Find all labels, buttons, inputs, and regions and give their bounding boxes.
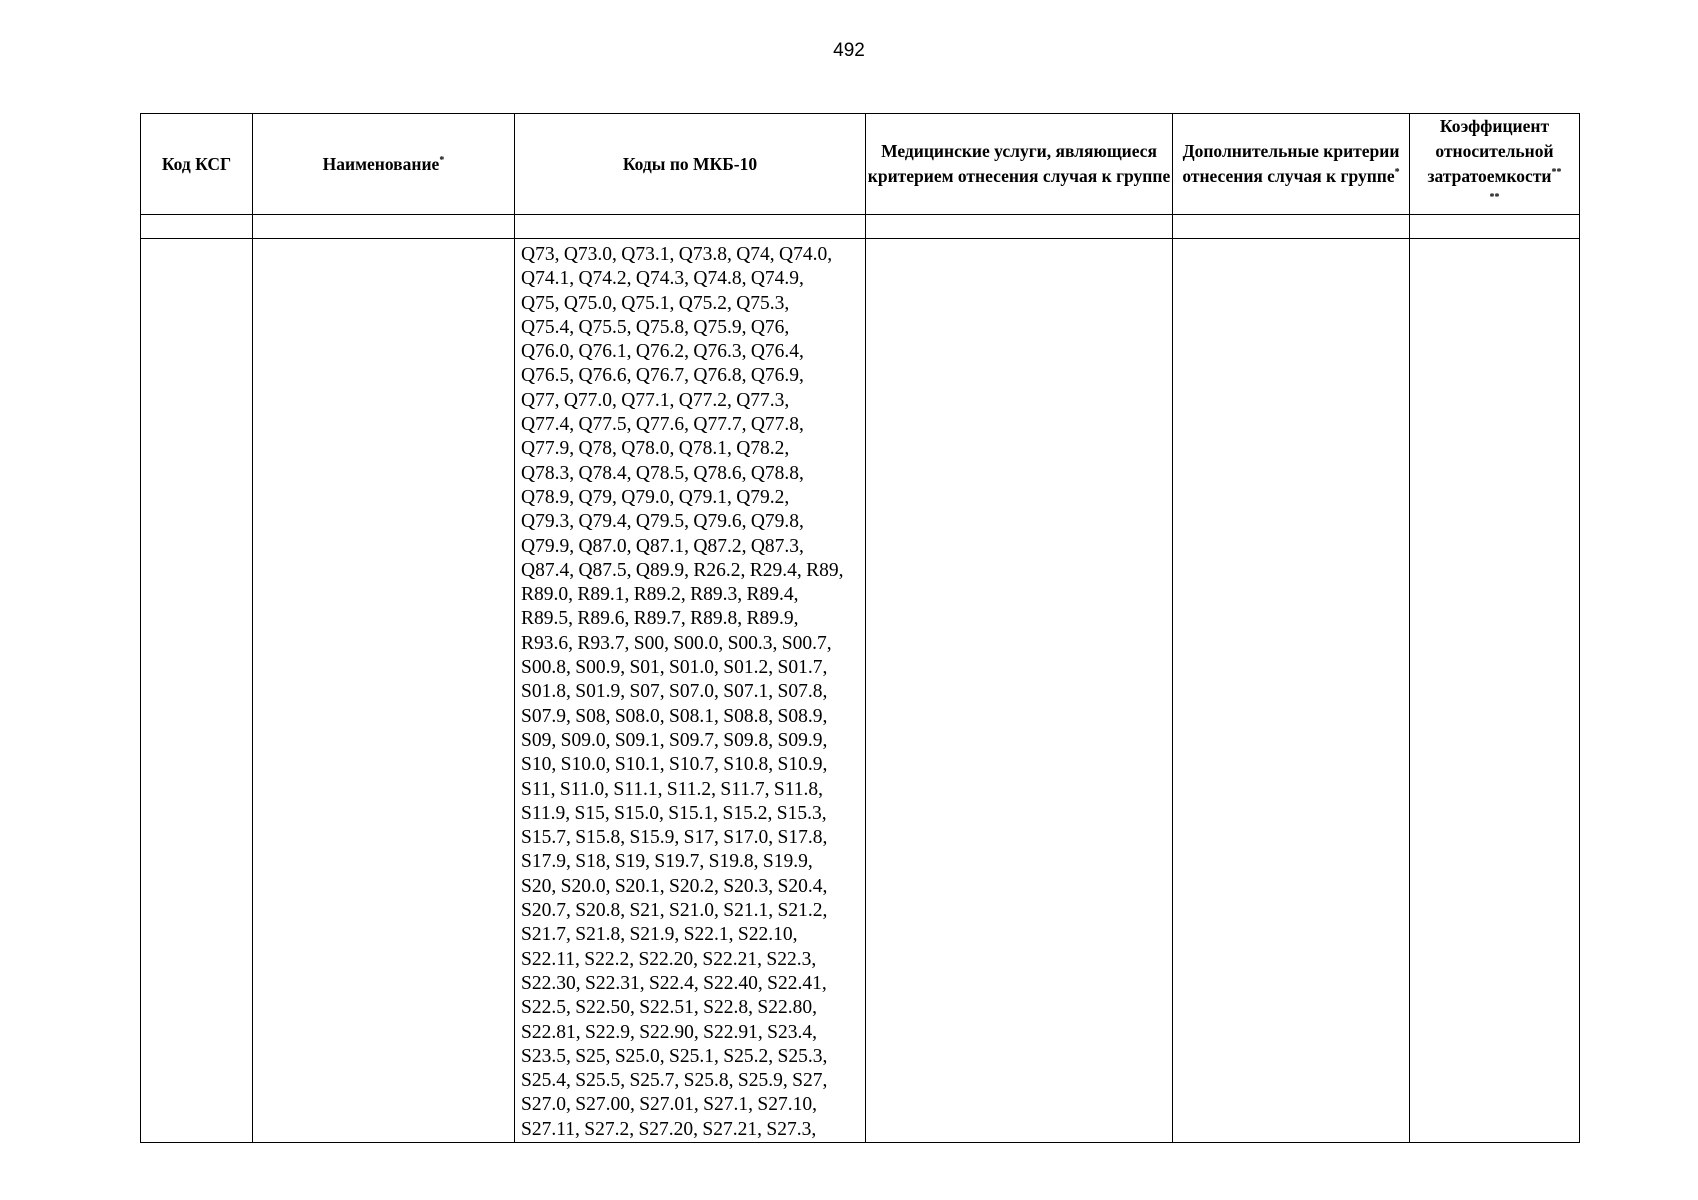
footnote-mark: *	[1394, 167, 1400, 179]
icd-code-line: Q78.3, Q78.4, Q78.5, Q78.6, Q78.8,	[521, 462, 804, 484]
header-ksg-code: Код КСГ	[141, 114, 253, 215]
icd-code-line: S20.7, S20.8, S21, S21.0, S21.1, S21.2,	[521, 900, 828, 922]
icd-code-line: Q77.4, Q77.5, Q77.6, Q77.7, Q77.8,	[521, 414, 804, 436]
icd-code-line: S27.0, S27.00, S27.01, S27.1, S27.10,	[521, 1094, 817, 1116]
table-cell	[1173, 215, 1410, 239]
icd-code-line: S25.4, S25.5, S25.7, S25.8, S25.9, S27,	[521, 1070, 828, 1092]
table-cell	[866, 215, 1173, 239]
header-medical-services: Медицинские услуги, являющиеся критерием отнесения случая к группе	[866, 114, 1173, 215]
icd-code-line: Q79.3, Q79.4, Q79.5, Q79.6, Q79.8,	[521, 511, 804, 533]
table-cell	[515, 215, 866, 239]
ksg-table	[140, 113, 1580, 1143]
icd-code-line: Q73, Q73.0, Q73.1, Q73.8, Q74, Q74.0,	[521, 244, 833, 265]
table-spacer-row	[141, 215, 1580, 239]
header-name: Наименование*	[253, 114, 515, 215]
icd-code-line: S07.9, S08, S08.0, S08.1, S08.8, S08.9,	[521, 705, 828, 727]
icd-codes-cell	[515, 239, 866, 1143]
icd-code-line: S22.81, S22.9, S22.90, S22.91, S23.4,	[521, 1021, 817, 1043]
icd-code-line: S11.9, S15, S15.0, S15.1, S15.2, S15.3,	[521, 802, 827, 824]
icd-code-line: S20, S20.0, S20.1, S20.2, S20.3, S20.4,	[521, 875, 828, 897]
icd-code-line: Q77, Q77.0, Q77.1, Q77.2, Q77.3,	[521, 389, 790, 411]
icd-code-line: S23.5, S25, S25.0, S25.1, S25.2, S25.3,	[521, 1045, 828, 1067]
icd-code-line: S01.8, S01.9, S07, S07.0, S07.1, S07.8,	[521, 681, 828, 703]
icd-code-line: Q87.4, Q87.5, Q89.9, R26.2, R29.4, R89,	[521, 559, 844, 581]
table-cell	[1410, 215, 1580, 239]
icd-code-line: Q76.0, Q76.1, Q76.2, Q76.3, Q76.4,	[521, 341, 804, 363]
footnote-mark: *	[439, 154, 445, 166]
table-cell	[253, 215, 515, 239]
icd-code-line: R93.6, R93.7, S00, S00.0, S00.3, S00.7,	[521, 632, 832, 654]
icd-code-line: Q79.9, Q87.0, Q87.1, Q87.2, Q87.3,	[521, 535, 804, 557]
page-number: 492	[833, 40, 865, 61]
table-header-row	[141, 114, 1580, 215]
icd-code-line: S17.9, S18, S19, S19.7, S19.8, S19.9,	[521, 851, 813, 873]
icd-code-line: S21.7, S21.8, S21.9, S22.1, S22.10,	[521, 924, 798, 946]
header-cost-coefficient: Коэффициент относительной затратоемкости** **	[1410, 114, 1580, 215]
ksg-code-cell	[141, 239, 253, 1143]
table-row	[141, 239, 1580, 1143]
cost-coefficient-cell	[1410, 239, 1580, 1143]
icd-code-line: S22.5, S22.50, S22.51, S22.8, S22.80,	[521, 997, 817, 1019]
medical-services-cell	[866, 239, 1173, 1143]
additional-criteria-cell	[1173, 239, 1410, 1143]
icd-code-line: S11, S11.0, S11.1, S11.2, S11.7, S11.8,	[521, 778, 823, 800]
icd-code-line: S09, S09.0, S09.1, S09.7, S09.8, S09.9,	[521, 729, 828, 751]
icd-code-line: S15.7, S15.8, S15.9, S17, S17.0, S17.8,	[521, 827, 828, 849]
icd-code-line: Q74.1, Q74.2, Q74.3, Q74.8, Q74.9,	[521, 268, 804, 290]
icd-code-line: S22.11, S22.2, S22.20, S22.21, S22.3,	[521, 948, 817, 970]
header-additional-criteria: Дополнительные критерии отнесения случая к группе*	[1173, 114, 1410, 215]
footnote-mark: **	[1489, 192, 1500, 204]
icd-code-line: S10, S10.0, S10.1, S10.7, S10.8, S10.9,	[521, 754, 828, 776]
icd-code-line: S22.30, S22.31, S22.4, S22.40, S22.41,	[521, 972, 827, 994]
header-icd-codes: Коды по МКБ-10	[515, 114, 866, 215]
icd-code-line: Q78.9, Q79, Q79.0, Q79.1, Q79.2,	[521, 486, 790, 508]
footnote-mark: **	[1551, 167, 1562, 179]
icd-code-line: R89.0, R89.1, R89.2, R89.3, R89.4,	[521, 584, 799, 606]
icd-code-line: Q76.5, Q76.6, Q76.7, Q76.8, Q76.9,	[521, 365, 804, 387]
icd-code-line: Q75.4, Q75.5, Q75.8, Q75.9, Q76,	[521, 316, 790, 338]
table-cell	[141, 215, 253, 239]
icd-code-line: S00.8, S00.9, S01, S01.0, S01.2, S01.7,	[521, 657, 828, 679]
icd-code-line: S27.11, S27.2, S27.20, S27.21, S27.3,	[521, 1118, 817, 1140]
icd-code-line: R89.5, R89.6, R89.7, R89.8, R89.9,	[521, 608, 799, 630]
name-cell	[253, 239, 515, 1143]
icd-code-line: Q77.9, Q78, Q78.0, Q78.1, Q78.2,	[521, 438, 790, 460]
icd-code-line: Q75, Q75.0, Q75.1, Q75.2, Q75.3,	[521, 292, 790, 314]
